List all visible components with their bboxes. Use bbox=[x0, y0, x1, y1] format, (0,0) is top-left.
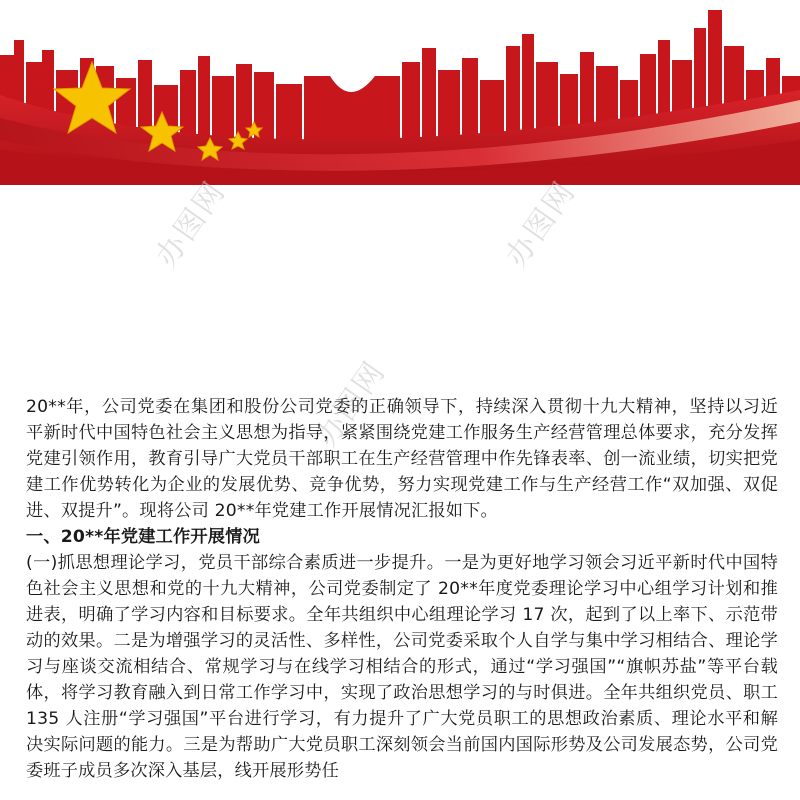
banner-graphic bbox=[0, 0, 800, 185]
watermark: 办图网 bbox=[149, 174, 233, 274]
watermark: 办图网 bbox=[499, 174, 583, 274]
watermark: 办图网 bbox=[309, 354, 393, 454]
section-paragraph: (一)抓思想理论学习，党员干部综合素质进一步提升。一是为更好地学习领会习近平新时代中国特色社会主义思想和党的十九大精神，公司党委制定了 20**年度党委理论学习中心组学习计划和推进表，明确了学习内容和目标要求。全年共组织中心组理论学习 17 次，起到了以上率下、示范带动的效果。二是为增强学习的灵活性、多样性，公司党委采取个人自学与集中学习相结合、理论学习与座谈交流相结合、常规学习与在线学习相结合的形式，通过“学习强国”“旗帜苏盐”等平台载体，将学习教育融入到日常工作学习中，实现了政治思想学习的与时俱进。全年共组织党员、职工 135 人注册“学习强国”平台进行学习，有力提升了广大党员职工的思想政治素质、理论水平和解决实际问题的能力。三是为帮助广大党员职工深刻领会当前国内国际形势及公司发展态势，公司党委班子成员多次深入基层，线开展形势任 bbox=[26, 553, 778, 781]
intro-paragraph: 20**年，公司党委在集团和股份公司党委的正确领导下，持续深入贯彻十九大精神，坚持以习近平新时代中国特色社会主义思想为指导，紧紧围绕党建工作服务生产经营管理总体要求，充分发挥党建引领作用，教育引导广大党员干部职工在生产经营管理中作先锋表率、创一流业绩，切实把党建工作优势转化为企业的发展优势、竞争优势，努力实现党建工作与生产经营工作“双加强、双促进、双提升”。现将公司 20**年党建工作开展情况汇报如下。 bbox=[26, 397, 778, 521]
header-banner bbox=[0, 0, 800, 185]
section-heading: 一、20**年党建工作开展情况 bbox=[26, 527, 260, 547]
document-body bbox=[26, 394, 778, 784]
